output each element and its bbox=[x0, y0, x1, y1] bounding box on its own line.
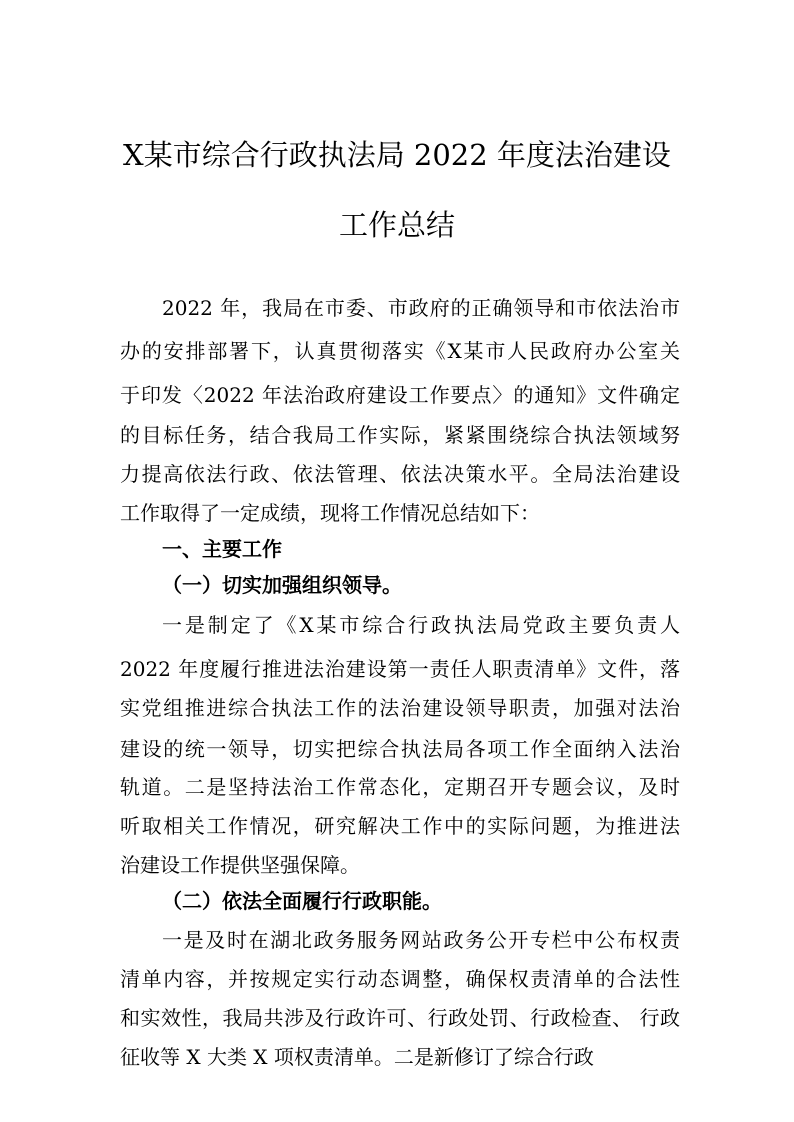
paragraph-line: 实党组推进综合执法工作的法治建设领导职责，加强对法治 bbox=[120, 696, 680, 720]
paragraph-line: 征收等 X 大类 X 项权责清单。二是新修订了综合行政 bbox=[120, 1045, 594, 1069]
paragraph-line: 工作取得了一定成绩，现将工作情况总结如下： bbox=[120, 501, 540, 525]
paragraph-line: 建设的统一领导，切实把综合执法局各项工作全面纳入法治 bbox=[120, 737, 680, 761]
paragraph-line: 一是制定了《X某市综合行政执法局党政主要负责人 bbox=[162, 613, 680, 637]
subsection-heading: （一）切实加强组织领导。 bbox=[162, 573, 402, 597]
section-heading: 一、主要工作 bbox=[162, 537, 282, 561]
paragraph-line: 听取相关工作情况，研究解决工作中的实际问题，为推进法 bbox=[120, 814, 680, 838]
paragraph-line: 于印发〈2022 年法治政府建设工作要点〉的通知》文件确定 bbox=[120, 383, 680, 407]
paragraph-line: 轨道。二是坚持法治工作常态化，定期召开专题会议，及时 bbox=[120, 775, 680, 799]
subsection-heading: （二）依法全面履行行政职能。 bbox=[162, 889, 442, 913]
paragraph-line: 治建设工作提供坚强保障。 bbox=[120, 853, 360, 877]
document-title-line-2: 工作总结 bbox=[338, 208, 455, 242]
paragraph-line: 的目标任务，结合我局工作实际，紧紧围绕综合执法领域努 bbox=[120, 423, 680, 447]
paragraph-line: 办的安排部署下，认真贯彻落实《X某市人民政府办公室关 bbox=[120, 339, 680, 363]
document-title-line-1: X某市综合行政执法局 2022 年度法治建设 bbox=[123, 138, 671, 172]
paragraph-line: 和实效性，我局共涉及行政许可、行政处罚、行政检查、 行政 bbox=[120, 1006, 680, 1030]
paragraph-line: 2022 年，我局在市委、市政府的正确领导和市依法治市 bbox=[162, 296, 680, 320]
paragraph-line: 2022 年度履行推进法治建设第一责任人职责清单》文件，落 bbox=[120, 657, 680, 681]
paragraph-line: 一是及时在湖北政务服务网站政务公开专栏中公布权责 bbox=[162, 928, 680, 952]
paragraph-line: 力提高依法行政、依法管理、依法决策水平。全局法治建设 bbox=[120, 462, 680, 486]
paragraph-line: 清单内容，并按规定实行动态调整，确保权责清单的合法性 bbox=[120, 967, 680, 991]
